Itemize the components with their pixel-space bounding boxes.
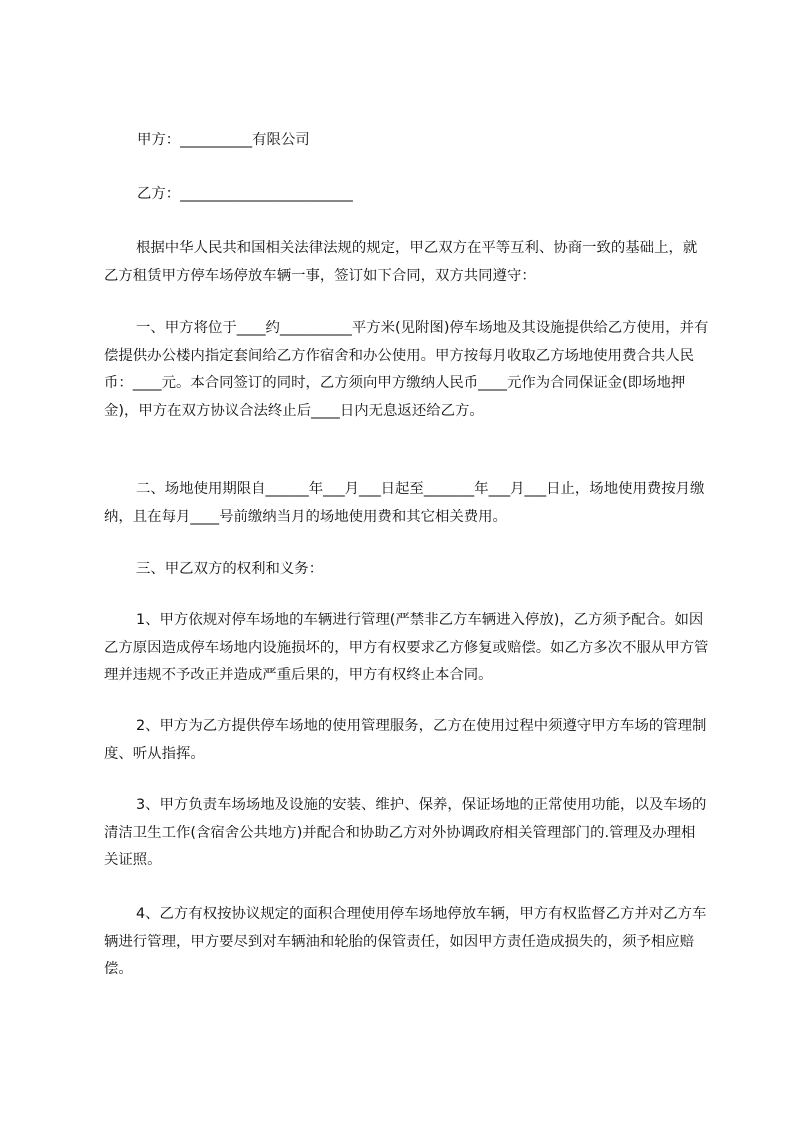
clause-1-paragraph: 一、甲方将位于____约__________平方米(见附图)停车场地及其设施提供给乙方使用，并有偿提供办公楼内指定套间给乙方作宿舍和办公使用。甲方按每月收取乙方场地使用费合共人民币：____元。本合同签订的同时，乙方须向甲方缴纳人民币____元作为合同保证金(即场地押金)，甲方在双方协议合法终止后____日内无息返还给乙方。 <box>104 320 709 420</box>
preamble-paragraph: 根据中华人民共和国相关法律法规的规定，甲乙双方在平等互利、协商一致的基础上，就乙方租赁甲方停车场停放车辆一事，签订如下合同，双方共同遵守： <box>104 240 698 284</box>
party-a-line: 甲方：__________有限公司 <box>137 132 310 148</box>
clause-3-item-4: 4、乙方有权按协议规定的面积合理使用停车场地停放车辆，甲方有权监督乙方并对乙方车辆进行管理，甲方要尽到对车辆油和轮胎的保管责任，如因甲方责任造成损失的，须予相应赔偿。 <box>104 906 707 978</box>
clause-3-item-1: 1、甲方依规对停车场地的车辆进行管理(严禁非乙方车辆进入停放)，乙方须予配合。如因乙方原因造成停车场地内设施损坏的，甲方有权要求乙方修复或赔偿。如乙方多次不服从甲方管理并违规不予改正并造成严重后果的，甲方有权终止本合同。 <box>104 612 709 684</box>
clause-3-title: 三、甲乙双方的权利和义务： <box>136 561 324 577</box>
party-b-line: 乙方：________________________ <box>137 186 353 202</box>
clause-3-item-3: 3、甲方负责车场场地及设施的安装、维护、保养，保证场地的正常使用功能，以及车场的清洁卫生工作(含宿舍公共地方)并配合和协助乙方对外协调政府相关管理部门的.管理及办理相关证照。 <box>104 797 707 869</box>
clause-3-item-2: 2、甲方为乙方提供停车场地的使用管理服务，乙方在使用过程中须遵守甲方车场的管理制度、听从指挥。 <box>104 718 707 762</box>
clause-2-paragraph: 二、场地使用期限自______年___月___日起至_______年___月___日止，场地使用费按月缴纳，且在每月____号前缴纳当月的场地使用费和其它相关费用。 <box>104 481 705 525</box>
